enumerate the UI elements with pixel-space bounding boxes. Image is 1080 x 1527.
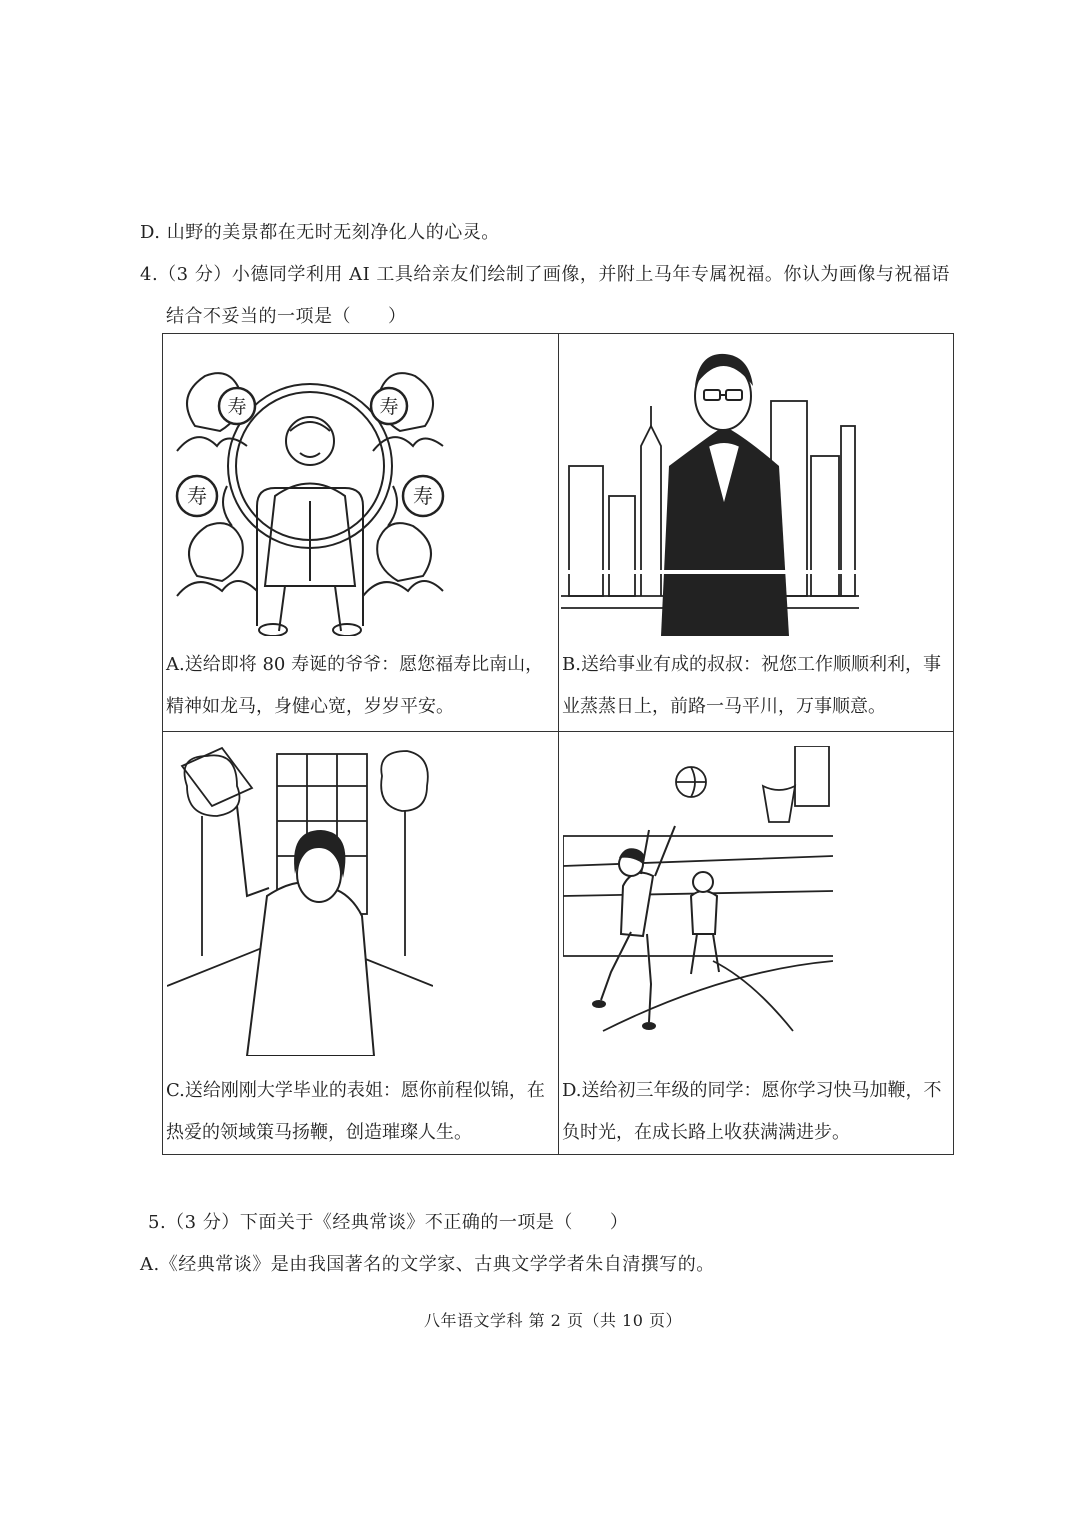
longevity-badge-icon [177,388,443,516]
uncle-illustration [561,346,859,636]
grandfather-illustration [167,346,453,636]
basketball-illustration [563,746,833,1046]
option-b-line2: 业蒸蒸日上，前路一马平川，万事顺意。 [562,696,886,717]
option-c-line2: 热爱的领域策马扬鞭，创造璀璨人生。 [166,1122,472,1143]
svg-text:寿: 寿 [227,396,247,418]
option-a-caption [166,644,543,728]
svg-text:寿: 寿 [187,484,207,508]
option-b-caption [562,644,941,728]
option-a-line1: A.送给即将 80 寿诞的爷爷：愿您福寿比南山， [166,654,544,675]
option-d-line2: 负时光，在成长路上收获满满进步。 [562,1122,850,1143]
q4-option-grid [162,333,954,1155]
option-d-cell [559,732,954,1154]
option-d-line1: D.送给初三年级的同学：愿你学习快马加鞭，不 [562,1080,942,1101]
option-a-line2: 精神如龙马，身健心宽，岁岁平安。 [166,696,454,717]
option-a-cell [163,334,558,731]
q5-stem: 5.（3 分）下面关于《经典常谈》不正确的一项是（ ） [148,1212,629,1233]
option-b-line1: B.送给事业有成的叔叔：祝您工作顺顺利利，事 [562,654,941,675]
option-c-line1: C.送给刚刚大学毕业的表姐：愿你前程似锦，在 [166,1080,545,1101]
svg-text:寿: 寿 [413,484,433,508]
q4-stem-line2: 结合不妥当的一项是（ ） [166,306,407,327]
q3-option-d: D. 山野的美景都在无时无刻净化人的心灵。 [140,222,500,243]
option-d-caption [562,1070,942,1154]
svg-text:寿: 寿 [379,396,399,418]
option-c-cell [163,732,558,1154]
q5-option-a: A.《经典常谈》是由我国著名的文学家、古典文学学者朱自清撰写的。 [140,1254,715,1275]
q4-stem-line1: 4.（3 分）小德同学利用 AI 工具给亲友们绘制了画像，并附上马年专属祝福。你认为画像与祝福语 [140,264,950,285]
graduate-illustration [167,746,433,1056]
page-footer: 八年语文学科 第 2 页（共 10 页） [424,1311,682,1330]
option-b-cell [559,334,954,731]
option-c-caption [166,1070,545,1154]
